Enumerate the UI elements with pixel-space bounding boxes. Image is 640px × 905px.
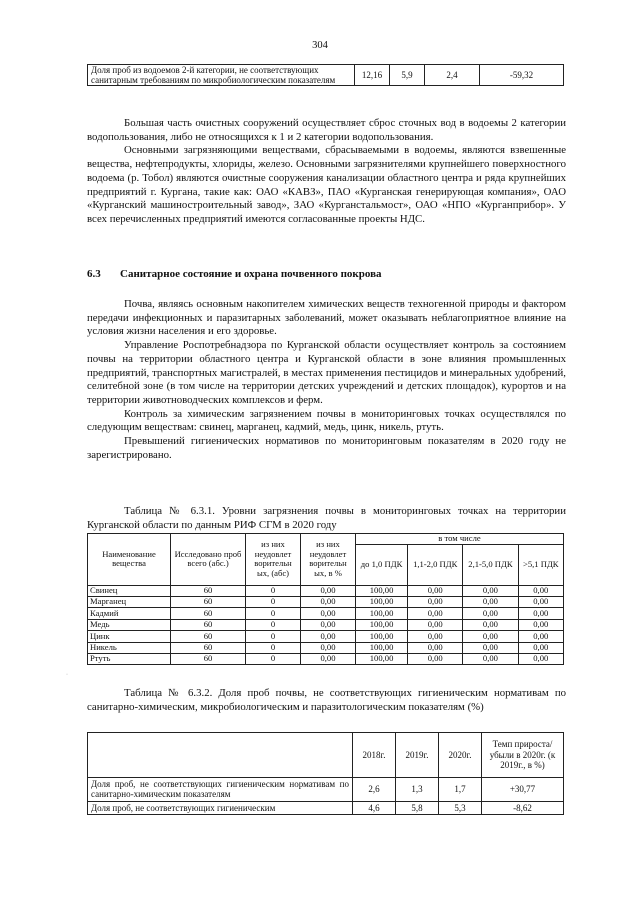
- column-header: 2020г.: [439, 733, 482, 778]
- value-cell: 0,00: [408, 619, 463, 630]
- column-header: 2018г.: [353, 733, 396, 778]
- value-cell: 100,00: [356, 631, 408, 642]
- value-cell: 0,00: [301, 642, 356, 653]
- value-cell: 0,00: [463, 596, 518, 607]
- value-cell: +30,77: [482, 778, 564, 802]
- scan-mark: ·: [66, 672, 68, 678]
- soil-samples-share-table: [87, 732, 564, 815]
- section-title: Санитарное состояние и охрана почвенного покрова: [120, 268, 382, 280]
- paragraph: Основными загрязняющими веществами, сбрасываемыми в водоемы, являются взвешенные вещества, нефтепродукты, хлориды, железо. Основными загрязнителями крупнейшего поверхностного водоема (р. Тобол) являются очистные сооружения канализации областного центра и ряда крупнейших предприятий г. Кургана, такие как: ОАО «КАВЗ», ПАО «Курганская генерирующая компания», ОАО «Курганский машиностроительный завод», ЗАО «Курганстальмост», ОАО «НПО «Курганприбор». У всех перечисленных предприятий имеются согласованные проекты НДС.: [87, 144, 566, 225]
- table-row: [88, 585, 564, 596]
- value-cell: 0,00: [463, 585, 518, 596]
- value-cell: 12,16: [355, 65, 390, 86]
- paragraph: Почва, являясь основным накопителем химических веществ техногенной природы и фактором передачи инфекционных и паразитарных заболеваний, может оказывать неблагоприятное влияние на условия жизни населения и его здоровье.: [87, 298, 566, 338]
- value-cell: 0: [246, 608, 301, 619]
- value-cell: 0,00: [463, 608, 518, 619]
- value-cell: 0,00: [518, 653, 563, 664]
- value-cell: -8,62: [482, 801, 564, 814]
- table-row: [88, 65, 564, 86]
- column-header: из них неудовлет ворительн ых, в %: [301, 534, 356, 586]
- value-cell: 0,00: [463, 631, 518, 642]
- value-cell: 2,4: [425, 65, 480, 86]
- column-header: [88, 733, 353, 778]
- value-cell: 60: [171, 619, 246, 630]
- value-cell: 60: [171, 653, 246, 664]
- value-cell: 0,00: [408, 608, 463, 619]
- value-cell: 4,6: [353, 801, 396, 814]
- column-header: 2,1-5,0 ПДК: [463, 544, 518, 585]
- table-row: [88, 778, 564, 802]
- value-cell: 100,00: [356, 653, 408, 664]
- section-heading: [87, 268, 382, 280]
- water-quality-table-fragment: [87, 64, 564, 86]
- page-number: 304: [312, 40, 328, 51]
- value-cell: 2,6: [353, 778, 396, 802]
- value-cell: 0,00: [301, 631, 356, 642]
- substance-name: Марганец: [88, 596, 171, 607]
- value-cell: 0,00: [408, 653, 463, 664]
- table-row: [88, 642, 564, 653]
- value-cell: 0,00: [463, 653, 518, 664]
- value-cell: 0,00: [408, 631, 463, 642]
- column-header: до 1,0 ПДК: [356, 544, 408, 585]
- row-label: Доля проб из водоемов 2-й категории, не соответствующих санитарным требованиям по микробиологическим показателям: [88, 65, 355, 86]
- row-label: Доля проб, не соответствующих гигиеническим нормативам по санитарно-химическим показателям: [88, 778, 353, 802]
- value-cell: 60: [171, 585, 246, 596]
- value-cell: 0,00: [518, 642, 563, 653]
- value-cell: 0,00: [301, 596, 356, 607]
- substance-name: Свинец: [88, 585, 171, 596]
- value-cell: 0,00: [301, 653, 356, 664]
- column-header: Исследовано проб всего (абс.): [171, 534, 246, 586]
- body-text-soil: [87, 298, 566, 462]
- value-cell: 100,00: [356, 642, 408, 653]
- value-cell: 0: [246, 585, 301, 596]
- value-cell: 100,00: [356, 608, 408, 619]
- value-cell: 0,00: [408, 642, 463, 653]
- value-cell: 100,00: [356, 619, 408, 630]
- substance-name: Никель: [88, 642, 171, 653]
- value-cell: -59,32: [480, 65, 564, 86]
- value-cell: 0,00: [518, 608, 563, 619]
- value-cell: 60: [171, 608, 246, 619]
- value-cell: 0,00: [518, 585, 563, 596]
- value-cell: 0,00: [518, 619, 563, 630]
- value-cell: 0: [246, 596, 301, 607]
- column-header: Темп прироста/убыли в 2020г. (к 2019г., в %): [482, 733, 564, 778]
- table1-caption: Таблица № 6.3.1. Уровни загрязнения почвы в мониторинговых точках на территории Курганской области по данным РИФ СГМ в 2020 году: [87, 505, 566, 531]
- value-cell: 60: [171, 642, 246, 653]
- column-header: из них неудовлет ворительн ых, (абс): [246, 534, 301, 586]
- table-row: [88, 631, 564, 642]
- value-cell: 60: [171, 596, 246, 607]
- value-cell: 60: [171, 631, 246, 642]
- value-cell: 5,9: [390, 65, 425, 86]
- row-label: Доля проб, не соответствующих гигиеническим: [88, 801, 353, 814]
- table-header-row: [88, 733, 564, 778]
- value-cell: 0,00: [463, 642, 518, 653]
- substance-name: Цинк: [88, 631, 171, 642]
- table-row: [88, 619, 564, 630]
- soil-contamination-table: [87, 533, 564, 665]
- value-cell: 5,3: [439, 801, 482, 814]
- value-cell: 0,00: [518, 631, 563, 642]
- value-cell: 0,00: [301, 608, 356, 619]
- substance-name: Кадмий: [88, 608, 171, 619]
- column-header: Наименование вещества: [88, 534, 171, 586]
- value-cell: 5,8: [396, 801, 439, 814]
- value-cell: 100,00: [356, 585, 408, 596]
- table-row: [88, 608, 564, 619]
- value-cell: 0: [246, 619, 301, 630]
- paragraph: Превышений гигиенических нормативов по мониторинговым показателям в 2020 году не зарегистрировано.: [87, 435, 566, 461]
- table2-caption: Таблица № 6.3.2. Доля проб почвы, не соответствующих гигиеническим нормативам по санитарно-химическим, микробиологическим и паразитологическим показателям (%): [87, 687, 566, 713]
- column-header: >5,1 ПДК: [518, 544, 563, 585]
- table-row: [88, 653, 564, 664]
- body-text-water: [87, 117, 566, 227]
- value-cell: 0: [246, 631, 301, 642]
- column-group-header: в том числе: [356, 534, 564, 545]
- value-cell: 0,00: [301, 585, 356, 596]
- column-header: 1,1-2,0 ПДК: [408, 544, 463, 585]
- value-cell: 0,00: [408, 585, 463, 596]
- paragraph: Контроль за химическим загрязнением почвы в мониторинговых точках осуществлялся по следующим веществам: свинец, марганец, кадмий, медь, цинк, никель, ртуть.: [87, 407, 566, 434]
- substance-name: Медь: [88, 619, 171, 630]
- value-cell: 0: [246, 653, 301, 664]
- table-row: [88, 801, 564, 814]
- column-header: 2019г.: [396, 733, 439, 778]
- paragraph: Большая часть очистных сооружений осуществляет сброс сточных вод в водоемы 2 категории водопользования, либо не относящихся к 1 и 2 категории водопользования.: [87, 117, 566, 143]
- value-cell: 0,00: [463, 619, 518, 630]
- value-cell: 1,3: [396, 778, 439, 802]
- value-cell: 0,00: [408, 596, 463, 607]
- table-row: [88, 596, 564, 607]
- value-cell: 1,7: [439, 778, 482, 802]
- substance-name: Ртуть: [88, 653, 171, 664]
- value-cell: 100,00: [356, 596, 408, 607]
- paragraph: Управление Роспотребнадзора по Курганской области осуществляет контроль за состоянием почвы на территории областного центра и Курганской области в зоне влияния промышленных предприятий, транспортных магистралей, в местах применения пестицидов и минеральных удобрений, селитебной зоне (в том числе на территории детских учреждений и детских площадок), курортов и на территории животноводческих комплексов и ферм.: [87, 339, 566, 406]
- table-header-row: [88, 534, 564, 545]
- value-cell: 0,00: [301, 619, 356, 630]
- section-number: 6.3: [87, 268, 101, 280]
- value-cell: 0: [246, 642, 301, 653]
- value-cell: 0,00: [518, 596, 563, 607]
